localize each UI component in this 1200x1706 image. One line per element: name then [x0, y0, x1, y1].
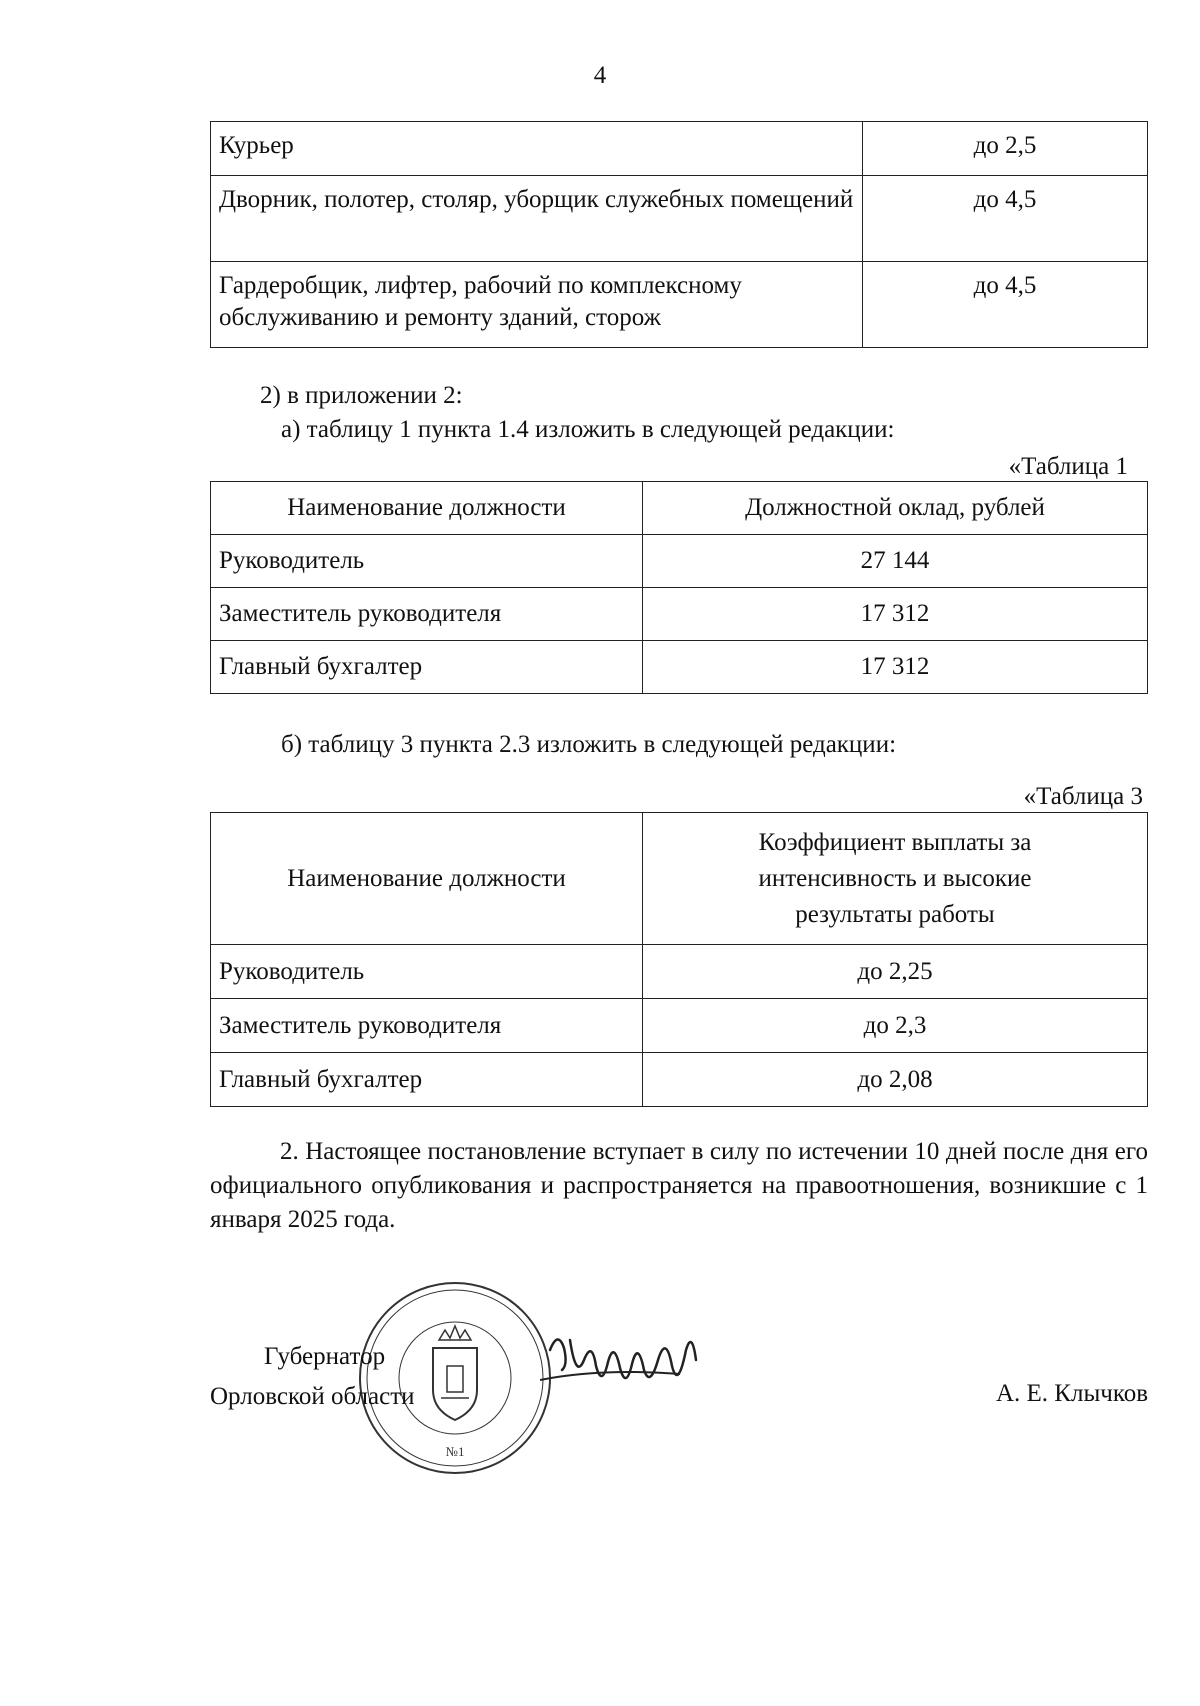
coefficient-cell: до 2,5 [863, 122, 1148, 176]
table-continuation [210, 121, 1148, 348]
header-position: Наименование должности [211, 813, 643, 945]
item-a-text: а) таблицу 1 пункта 1.4 изложить в следующей редакции: [281, 416, 895, 443]
signer-name: А. Е. Клычков [995, 1380, 1148, 1407]
position-name-cell: Главный бухгалтер [211, 641, 643, 694]
table-3-caption: «Таблица 3 [1023, 783, 1143, 810]
page-number: 4 [593, 62, 607, 89]
position-name-cell: Заместитель руководителя [211, 588, 643, 641]
table-row [211, 535, 1148, 588]
table-row [211, 999, 1148, 1053]
salary-cell: 27 144 [643, 535, 1148, 588]
signer-title [210, 1337, 415, 1417]
table-row [211, 1053, 1148, 1107]
table-row [211, 641, 1148, 694]
seal-number: №1 [445, 1444, 465, 1459]
table-header-row [211, 813, 1148, 945]
signer-title-line2: Орловской области [210, 1383, 415, 1410]
table-row [211, 945, 1148, 999]
table-row [211, 122, 1148, 176]
table-3 [210, 812, 1148, 1107]
position-name-cell: Дворник, полотер, столяр, уборщик служебных помещений [211, 176, 863, 262]
position-name-cell: Курьер [211, 122, 863, 176]
coefficient-cell: до 4,5 [863, 176, 1148, 262]
header-position: Наименование должности [211, 482, 643, 535]
salary-cell: 17 312 [643, 588, 1148, 641]
table-row [211, 262, 1148, 348]
position-name-cell: Заместитель руководителя [211, 999, 643, 1053]
position-name-cell: Руководитель [211, 945, 643, 999]
position-name-cell: Главный бухгалтер [211, 1053, 643, 1107]
signature-icon [540, 1310, 720, 1420]
table-1 [210, 481, 1148, 694]
item-b-text: б) таблицу 3 пункта 2.3 изложить в следующей редакции: [281, 731, 897, 758]
position-name-cell: Руководитель [211, 535, 643, 588]
header-salary: Должностной оклад, рублей [643, 482, 1148, 535]
table-header-row [211, 482, 1148, 535]
item-2-text: 2) в приложении 2: [260, 382, 463, 409]
salary-cell: 17 312 [643, 641, 1148, 694]
header-coefficient [643, 813, 1148, 945]
coefficient-cell: до 2,08 [643, 1053, 1148, 1107]
signer-title-line1: Губернатор [264, 1343, 386, 1370]
coefficient-cell: до 4,5 [863, 262, 1148, 348]
table-row [211, 588, 1148, 641]
table-row [211, 176, 1148, 262]
position-name-cell: Гардеробщик, лифтер, рабочий по комплексному обслуживанию и ремонту зданий, сторож [211, 262, 863, 348]
coefficient-cell: до 2,25 [643, 945, 1148, 999]
header-coefficient-text: Коэффициент выплаты за интенсивность и высокие результаты работы [758, 828, 1032, 928]
final-paragraph: 2. Настоящее постановление вступает в силу по истечении 10 дней после дня его официального опубликования и распространяется на правоотношения, возникшие с 1 января 2025 года. [210, 1138, 1148, 1233]
coefficient-cell: до 2,3 [643, 999, 1148, 1053]
table-1-caption: «Таблица 1 [1008, 453, 1128, 480]
